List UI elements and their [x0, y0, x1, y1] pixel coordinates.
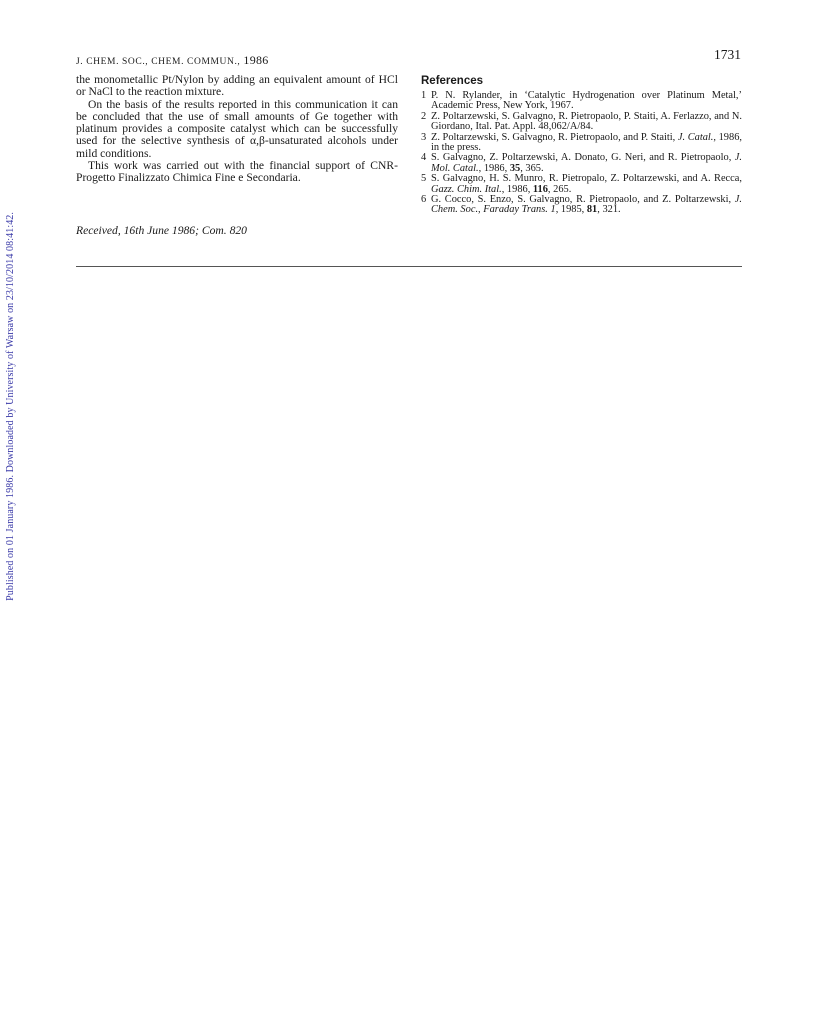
reference-authors: G. Cocco, S. Enzo, S. Galvagno, R. Pietropaolo, and Z. Poltarzewski, — [431, 194, 735, 206]
reference-journal: J. Mol. Catal. — [431, 152, 742, 174]
reference-number: 4 — [421, 152, 427, 164]
references-section — [421, 75, 742, 216]
reference-number: 1 — [421, 90, 427, 101]
reference-rest: , 265. — [547, 183, 572, 195]
reference-text — [431, 153, 742, 174]
reference-year: , 1985, — [555, 204, 587, 216]
reference-number: 6 — [421, 194, 427, 206]
received-date: Received, 16th June 1986; Com. 820 — [76, 224, 247, 237]
journal-year: 1986 — [243, 53, 269, 67]
reference-number: 2 — [421, 110, 427, 122]
reference-item — [421, 153, 742, 174]
reference-authors: Z. Poltarzewski, S. Galvagno, R. Pietropaolo, and P. Staiti, — [431, 131, 678, 143]
reference-item — [421, 133, 742, 154]
reference-volume: 116 — [532, 183, 548, 195]
reference-text: Z. Poltarzewski, S. Galvagno, R. Pietropaolo, P. Staiti, A. Ferlazzo, and N. Giordano, Ital. Pat. Appl. 48,062/A/84. — [431, 110, 742, 133]
reference-text — [431, 174, 742, 195]
reference-rest: , 321. — [597, 204, 621, 216]
reference-text — [431, 195, 742, 216]
body-paragraph: On the basis of the results reported in this communication it can be concluded that the use of small amounts of Ge together with platinum provides a composite catalyst which can be successfully used for the selective synthesis of α,β-unsaturated alcohols under mild conditions. — [76, 97, 398, 160]
reference-item — [421, 91, 742, 112]
reference-year: , 1986, — [501, 183, 533, 195]
reference-rest: , 365. — [520, 162, 544, 174]
reference-number: 3 — [421, 131, 427, 143]
reference-item — [421, 195, 742, 216]
reference-rest: , 1986, in the press. — [431, 131, 742, 154]
reference-authors: S. Galvagno, Z. Poltarzewski, A. Donato, G. Neri, and R. Pietropaolo, — [431, 152, 735, 164]
page-number: 1731 — [714, 47, 741, 62]
reference-item — [421, 112, 742, 133]
reference-journal: J. Chem. Soc., Faraday Trans. 1 — [431, 194, 742, 216]
references-heading: References — [421, 75, 484, 87]
reference-item — [421, 174, 742, 195]
reference-authors: S. Galvagno, H. S. Munro, R. Pietropalo, Z. Poltarzewski, and A. Recca, — [431, 173, 742, 185]
section-divider — [76, 266, 742, 267]
journal-header — [76, 53, 269, 68]
left-column — [76, 74, 398, 185]
reference-volume: 81 — [586, 204, 598, 216]
body-paragraph: the monometallic Pt/Nylon by adding an equivalent amount of HCl or NaCl to the reaction mixture. — [76, 73, 398, 99]
download-watermark: Published on 01 January 1986. Downloaded by University of Warsaw on 23/10/2014 08:41:42. — [5, 212, 16, 601]
reference-journal: J. Catal. — [677, 131, 714, 143]
reference-number: 5 — [421, 173, 427, 185]
body-paragraph: This work was carried out with the financial support of CNR-Progetto Finalizzato Chimica Fine e Secondaria. — [76, 159, 398, 185]
reference-volume: 35 — [509, 162, 521, 174]
reference-journal: Gazz. Chim. Ital. — [431, 183, 502, 195]
journal-name: J. CHEM. SOC., CHEM. COMMUN., — [76, 57, 241, 67]
reference-text — [431, 133, 742, 154]
reference-year: , 1986, — [478, 162, 510, 174]
reference-text: P. N. Rylander, in ‘Catalytic Hydrogenation over Platinum Metal,’ Academic Press, New York, 1967. — [431, 90, 742, 112]
